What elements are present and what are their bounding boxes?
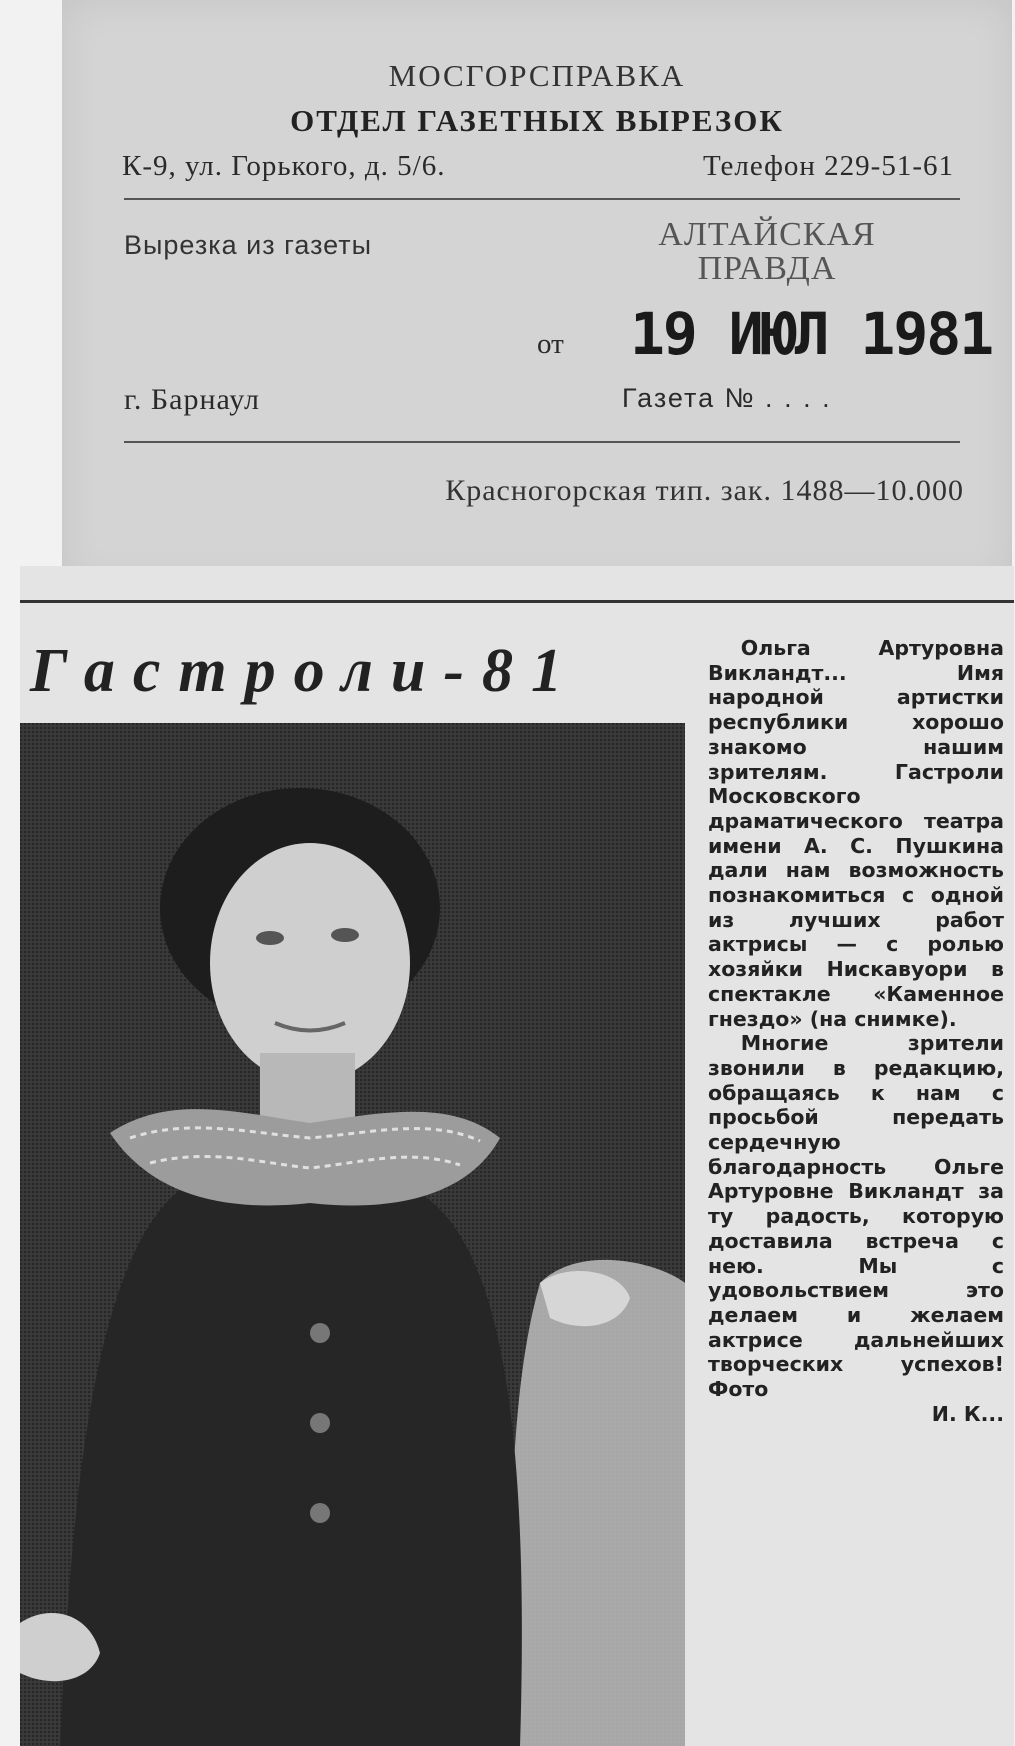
cut-from-label: Вырезка из газеты [124, 230, 373, 260]
address: К-9, ул. Горького, д. 5/6. [122, 150, 446, 182]
issue-number: Газета № . . . . [622, 383, 832, 413]
date-prefix: от [537, 328, 564, 360]
org-name: МОСГОРСПРАВКА [388, 58, 686, 93]
divider [20, 600, 1014, 603]
phone: Телефон 229-51-61 [702, 150, 954, 182]
article-heading: Гастроли-81 [30, 637, 581, 705]
clipping-service-label [62, 0, 1012, 585]
photo-credit: И. К... [931, 1401, 1004, 1426]
newspaper-name: АЛТАЙСКАЯ ПРАВДА [658, 216, 876, 287]
actress-photo [20, 723, 685, 1746]
divider [124, 441, 960, 443]
printer-info: Красногорская тип. зак. 1488—10.000 [445, 474, 964, 507]
article-paragraph: Многие зрители звонили в редакцию, обращаясь к нам с просьбой передать сердечную благодарность Ольге Артуровне Викландт за ту радость, которую доставила встреча с нею. Мы с удовольствием это делаем и желаем актрисе дальнейших творческих успехов! Фото [708, 1031, 1004, 1402]
date-stamp: 19 ИЮЛ 1981 [630, 300, 993, 368]
city: г. Барнаул [124, 383, 260, 416]
article-paragraph: Ольга Артуровна Викландт... Имя народной артистки республики хорошо знакомо нашим зрителям. Гастроли Московского драматического театра имени А. С. Пушкина дали нам возможность познакомиться с одной из лучших работ актрисы — с ролью хозяйки Нискавуори в спектакле «Каменное гнездо» (на снимке). [708, 636, 1004, 1031]
newspaper-clipping [20, 566, 1014, 1746]
department-name: ОТДЕЛ ГАЗЕТНЫХ ВЫРЕЗОК [290, 103, 784, 138]
article-body [708, 636, 1004, 1427]
divider [124, 198, 960, 200]
